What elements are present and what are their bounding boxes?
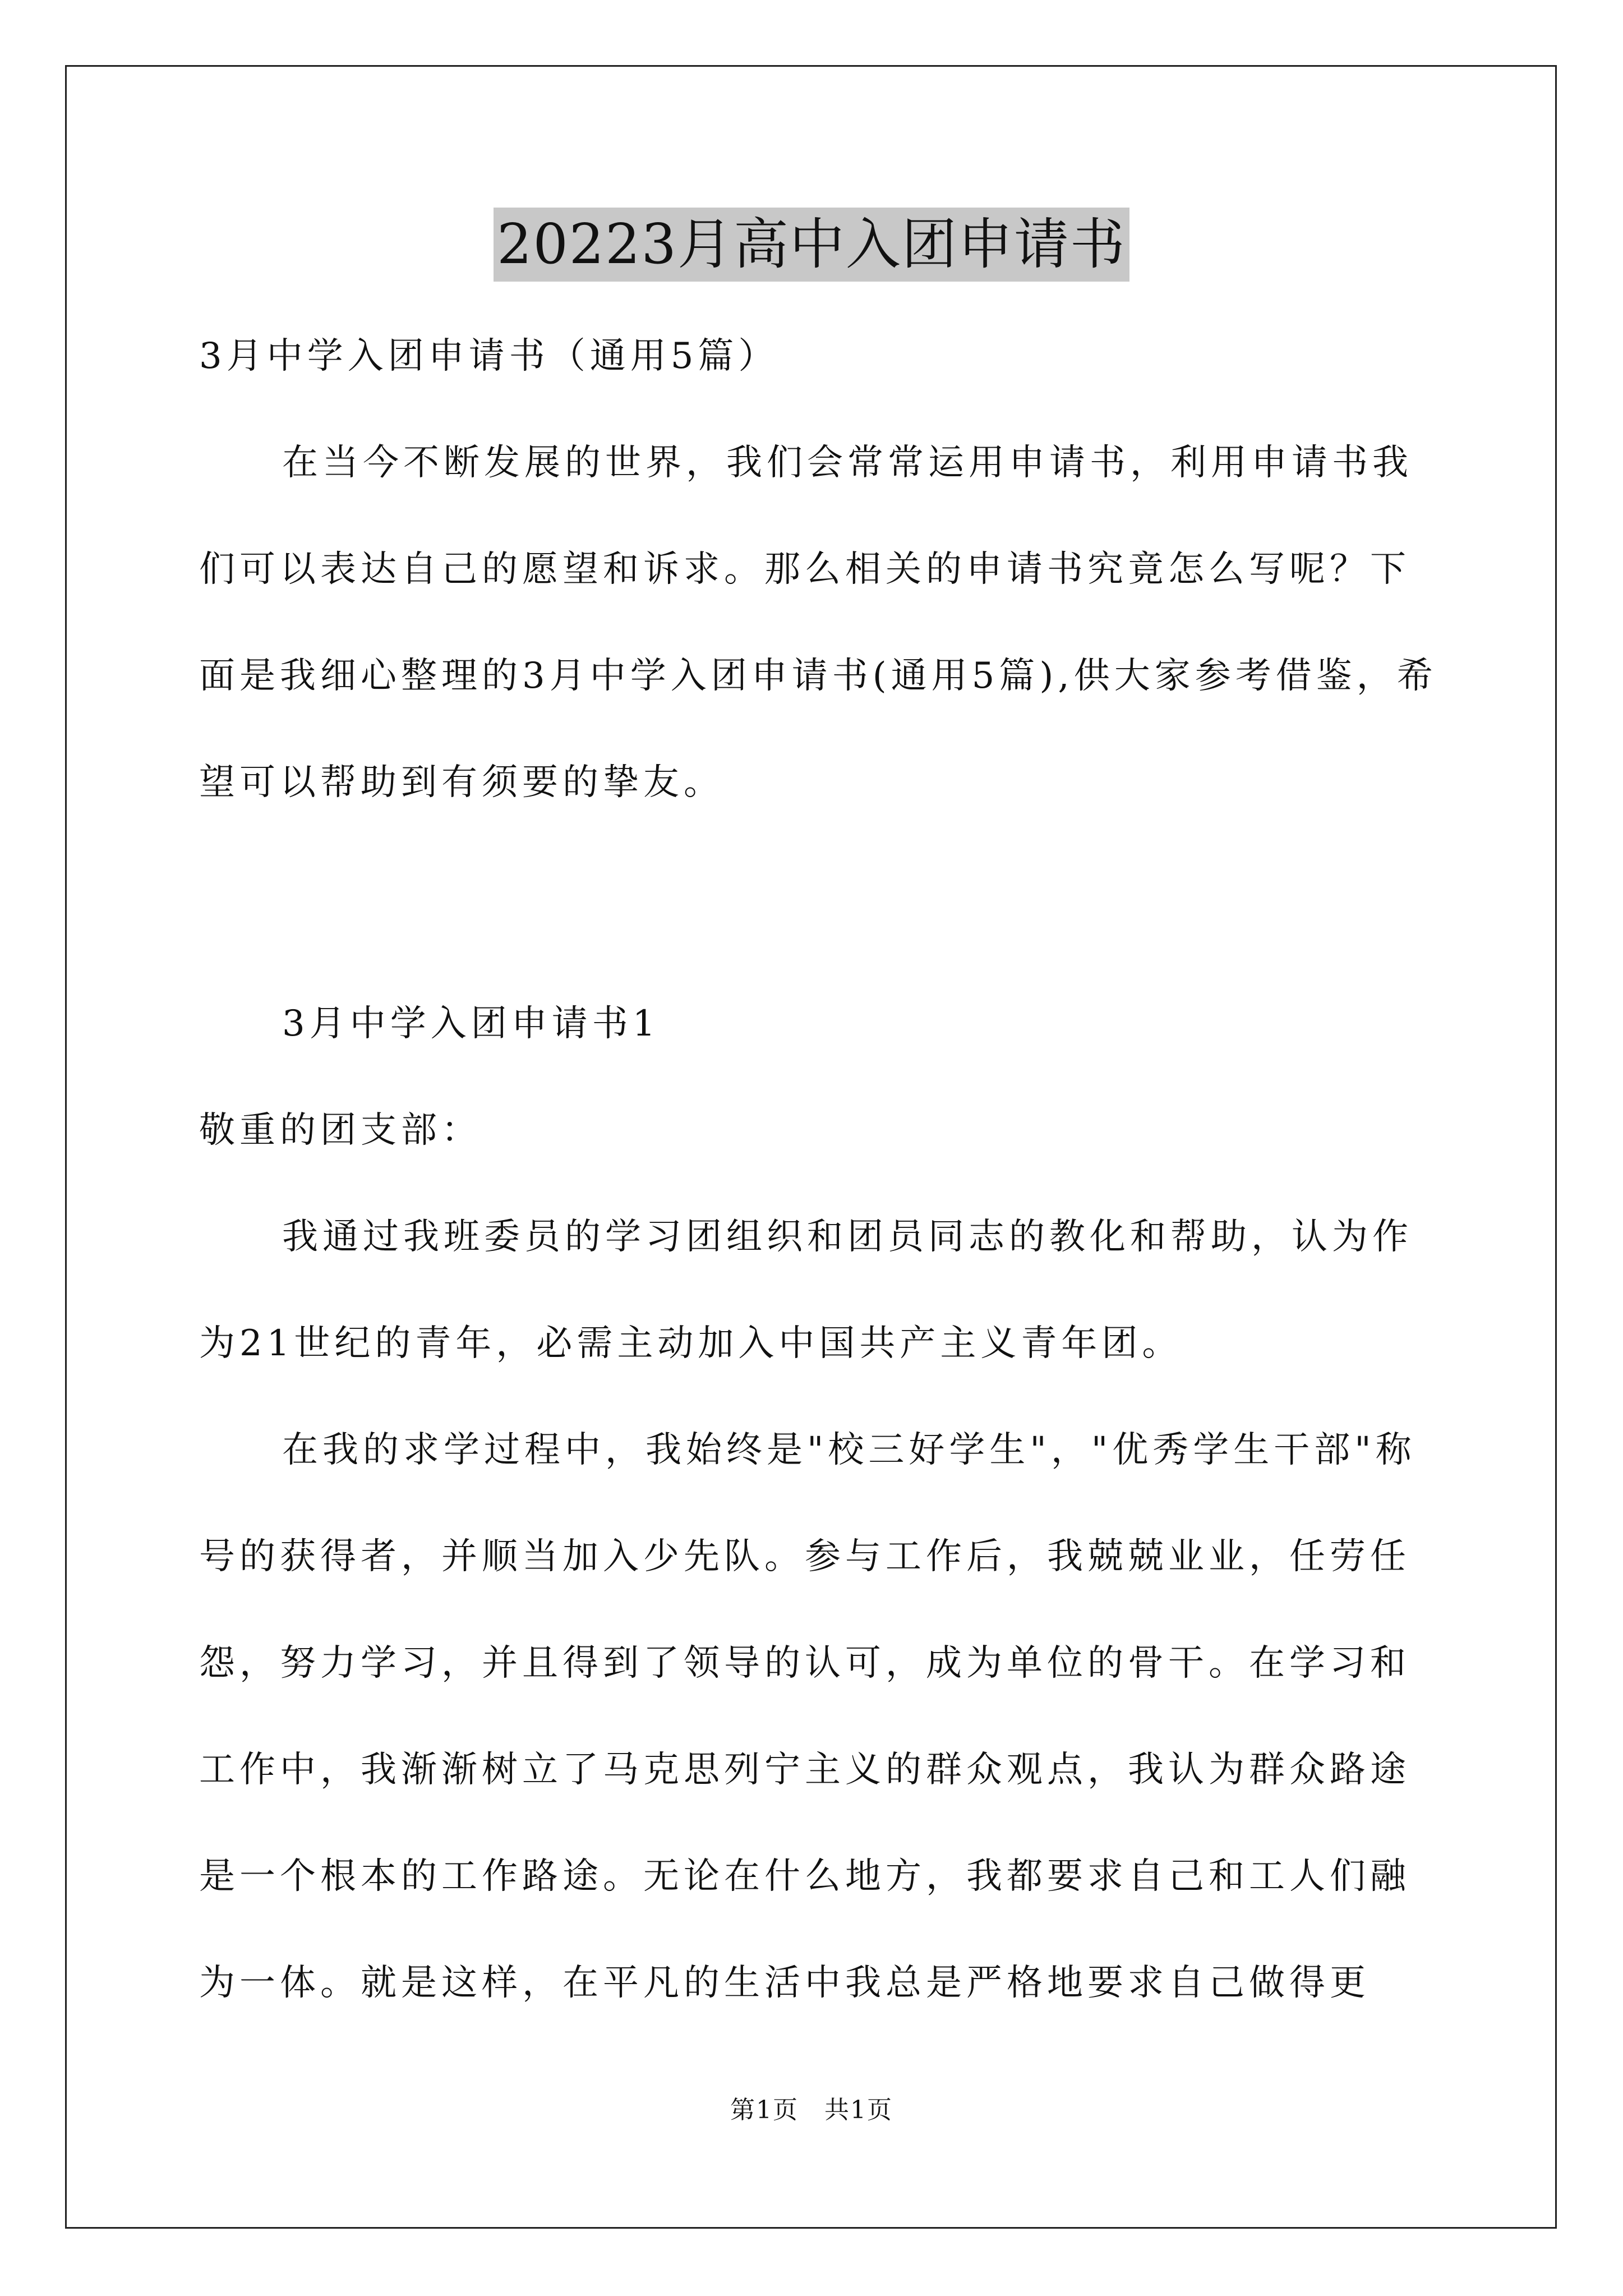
document-title-wrapper: [0, 208, 1623, 282]
document-title: 20223月高中入团申请书: [494, 208, 1129, 282]
salutation: 敬重的团支部：: [199, 1110, 482, 1151]
subtitle: 3月中学入团申请书（通用5篇）: [199, 335, 779, 377]
body-paragraph-2: 在我的求学过程中，我始终是"校三好学生"，"优秀学生干部"称号的获得者，并顺当加入少先队。参与工作后，我兢兢业业，任劳任怨，努力学习，并且得到了领导的认可，成为单位的骨干。在学习和工作中，我渐渐树立了马克思列宁主义的群众观点，我认为群众路途是一个根本的工作路途。无论在什么地方，我都要求自己和工人们融为一体。就是这样，在平凡的生活中我总是严格地要求自己做得更: [199, 1429, 1416, 2004]
body-paragraph-1: 我通过我班委员的学习团组织和团员同志的教化和帮助，认为作为21世纪的青年，必需主动加入中国共产主义青年团。: [199, 1216, 1413, 1364]
intro-paragraph: 在当今不断发展的世界，我们会常常运用申请书，利用申请书我们可以表达自己的愿望和诉求。那么相关的申请书究竟怎么写呢？下面是我细心整理的3月中学入团申请书(通用5篇),供大家参考借鉴，希望可以帮助到有须要的挚友。: [199, 442, 1437, 803]
section-heading: 3月中学入团申请书1: [282, 1003, 660, 1045]
page-footer: 第1页 共1页: [730, 2096, 893, 2124]
